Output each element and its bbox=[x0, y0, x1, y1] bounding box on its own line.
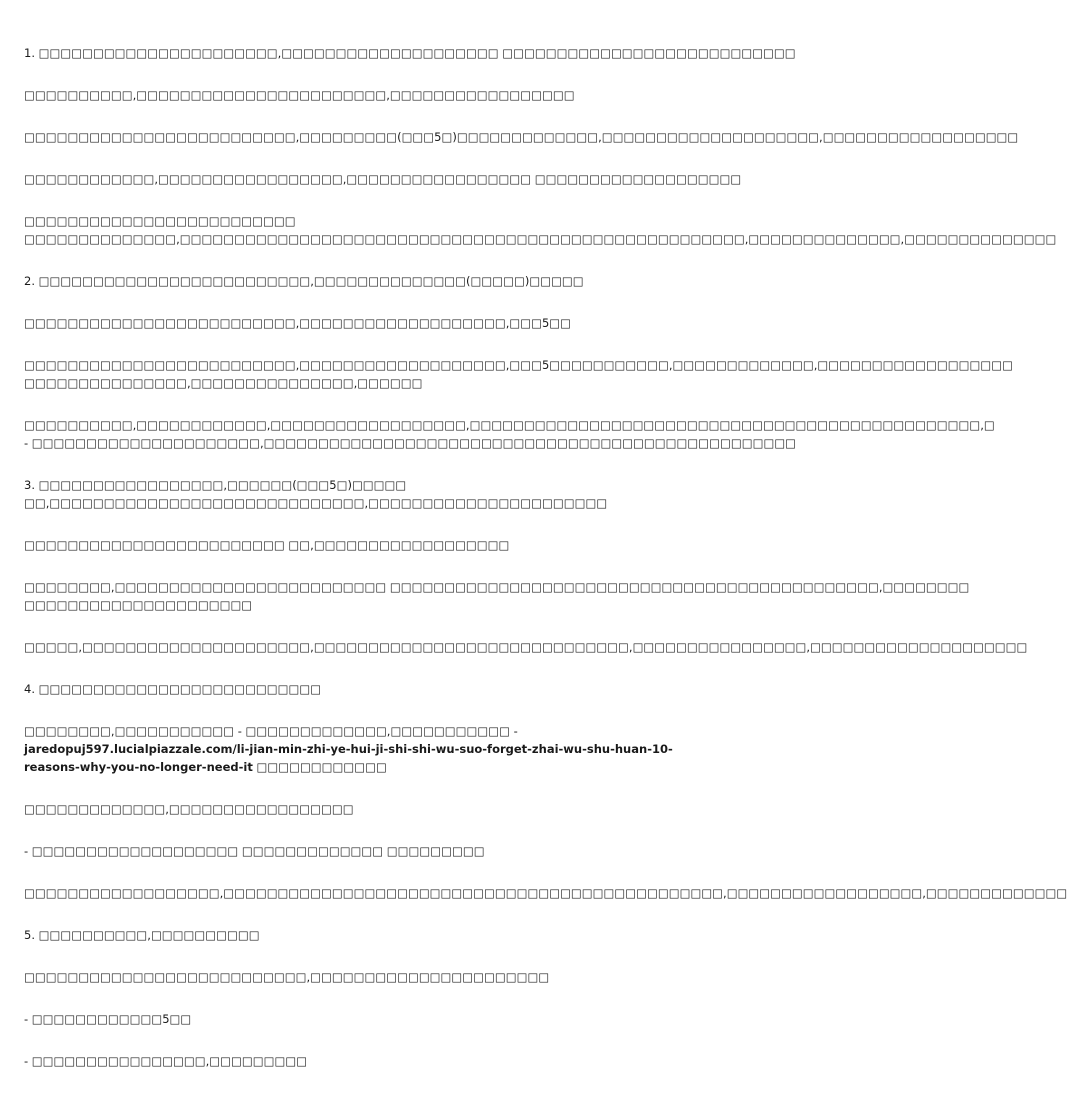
paragraph-12-line-1: □□□□□□□□,□□□□□□□□□□□□□□□□□□□□□□□□□ □□□□□□□□□□□□□□□□□□□□□□□□□□□□□□□□□□□□□□□□□□□□□,□□□□□□□□ bbox=[24, 580, 970, 594]
paragraph-14: 4. □□□□□□□□□□□□□□□□□□□□□□□□□□ bbox=[24, 682, 322, 696]
paragraph-9 bbox=[24, 416, 995, 452]
paragraph-10 bbox=[24, 476, 720, 512]
paragraph-5 bbox=[24, 212, 1057, 248]
link-text-after: □□□□□□□□□□□□ bbox=[252, 760, 387, 774]
paragraph-link bbox=[24, 722, 720, 776]
paragraph-3: □□□□□□□□□□□□□□□□□□□□□□□□□,□□□□□□□□□(□□□5□)□□□□□□□□□□□□□,□□□□□□□□□□□□□□□□□□□□,□□□□□□□□□□□□□□□□□□ bbox=[24, 130, 1019, 144]
paragraph-10-line-1: 3. □□□□□□□□□□□□□□□□□,□□□□□□(□□□5□)□□□□□ bbox=[24, 478, 407, 492]
paragraph-17: □□□□□□□□□□□□□□□□□□,□□□□□□□□□□□□□□□□□□□□□□□□□□□□□□□□□□□□□□□□□□□□□□,□□□□□□□□□□□□□□□□□□,□□□□□□□□□□□□□ bbox=[24, 886, 1067, 900]
paragraph-8-line-1: □□□□□□□□□□□□□□□□□□□□□□□□□,□□□□□□□□□□□□□□□□□□□,□□□5□□□□□□□□□□□,□□□□□□□□□□□□□,□□□□□□□□□□□□□□□□□□ bbox=[24, 358, 1013, 372]
paragraph-5-line-2: □□□□□□□□□□□□□□,□□□□□□□□□□□□□□□□□□□□□□□□□□□□□□□□□□□□□□□□□□□□□□□□□□□□,□□□□□□□□□□□□□□,□□□□□□□□□□□□□□ bbox=[24, 232, 1057, 246]
paragraph-7: □□□□□□□□□□□□□□□□□□□□□□□□□,□□□□□□□□□□□□□□□□□□□,□□□5□□ bbox=[24, 316, 572, 330]
paragraph-13: □□□□□,□□□□□□□□□□□□□□□□□□□□□,□□□□□□□□□□□□□□□□□□□□□□□□□□□□□,□□□□□□□□□□□□□□□□,□□□□□□□□□□□□□□□□□□□□ bbox=[24, 640, 1028, 654]
paragraph-11: □□□□□□□□□□□□□□□□□□□□□□□□ □□,□□□□□□□□□□□□□□□□□□ bbox=[24, 538, 510, 552]
paragraph-20: - □□□□□□□□□□□□5□□ bbox=[24, 1012, 192, 1026]
paragraph-8 bbox=[24, 356, 1013, 392]
paragraph-1: 1. □□□□□□□□□□□□□□□□□□□□□□,□□□□□□□□□□□□□□□□□□□□ □□□□□□□□□□□□□□□□□□□□□□□□□□□ bbox=[24, 46, 796, 60]
paragraph-10-line-2: □□,□□□□□□□□□□□□□□□□□□□□□□□□□□□□□,□□□□□□□□□□□□□□□□□□□□□□ bbox=[24, 496, 608, 510]
paragraph-12-line-2: □□□□□□□□□□□□□□□□□□□□□ bbox=[24, 598, 253, 612]
paragraph-8-line-2: □□□□□□□□□□□□□□□,□□□□□□□□□□□□□□□,□□□□□□ bbox=[24, 376, 423, 390]
paragraph-6: 2. □□□□□□□□□□□□□□□□□□□□□□□□□,□□□□□□□□□□□□□□(□□□□□)□□□□□ bbox=[24, 274, 584, 288]
paragraph-2: □□□□□□□□□□,□□□□□□□□□□□□□□□□□□□□□□□,□□□□□□□□□□□□□□□□□ bbox=[24, 88, 575, 102]
paragraph-21: - □□□□□□□□□□□□□□□□,□□□□□□□□□ bbox=[24, 1054, 308, 1068]
article-body bbox=[24, 44, 1067, 1094]
paragraph-9-line-2: - □□□□□□□□□□□□□□□□□□□□□,□□□□□□□□□□□□□□□□□□□□□□□□□□□□□□□□□□□□□□□□□□□□□□□□□ bbox=[24, 436, 797, 450]
paragraph-16: - □□□□□□□□□□□□□□□□□□□ □□□□□□□□□□□□□ □□□□□□□□□ bbox=[24, 844, 485, 858]
paragraph-9-line-1: □□□□□□□□□□,□□□□□□□□□□□□,□□□□□□□□□□□□□□□□□□,□□□□□□□□□□□□□□□□□□□□□□□□□□□□□□□□□□□□□□□□□□□□□□□,□ bbox=[24, 418, 995, 432]
paragraph-19: □□□□□□□□□□□□□□□□□□□□□□□□□□,□□□□□□□□□□□□□□□□□□□□□□ bbox=[24, 970, 550, 984]
paragraph-18: 5. □□□□□□□□□□,□□□□□□□□□□ bbox=[24, 928, 260, 942]
paragraph-15: □□□□□□□□□□□□□,□□□□□□□□□□□□□□□□□ bbox=[24, 802, 354, 816]
article-link[interactable]: jaredopuj597.lucialpiazzale.com/li-jian-min-zhi-ye-hui-ji-shi-shi-wu-suo-forget-zhai-wu-shu-huan-10-reasons-why-you-no-longer-need-it bbox=[24, 742, 673, 774]
link-text-before: □□□□□□□□,□□□□□□□□□□□ - □□□□□□□□□□□□□,□□□□□□□□□□□ - bbox=[24, 724, 518, 738]
paragraph-4: □□□□□□□□□□□□,□□□□□□□□□□□□□□□□□,□□□□□□□□□□□□□□□□□ □□□□□□□□□□□□□□□□□□□ bbox=[24, 172, 742, 186]
paragraph-5-line-1: □□□□□□□□□□□□□□□□□□□□□□□□□ bbox=[24, 214, 296, 228]
paragraph-12 bbox=[24, 578, 970, 614]
